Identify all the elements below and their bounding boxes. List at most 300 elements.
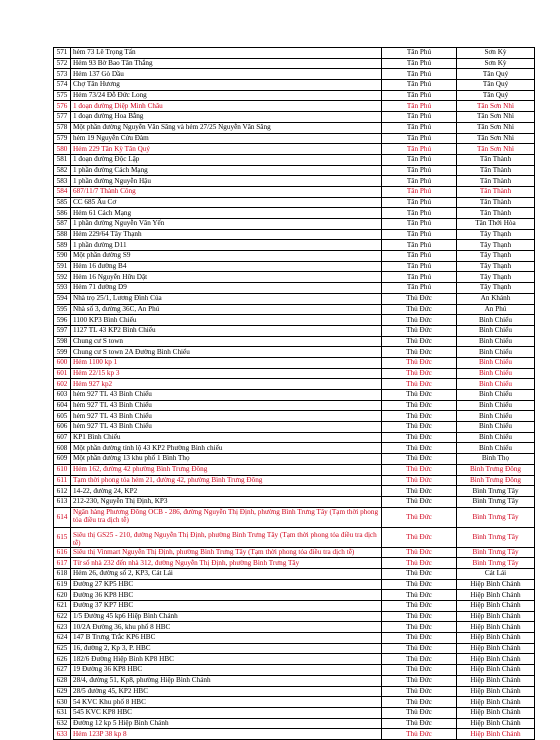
row-number: 617 (54, 558, 71, 569)
ward-cell: Bình Chiểu (457, 336, 535, 347)
district-cell: Thủ Đức (382, 475, 457, 486)
table-row (54, 122, 535, 133)
row-number: 629 (54, 686, 71, 697)
address-cell: Hẻm 229 Tân Kỳ Tân Quý (71, 144, 382, 155)
ward-cell: Bình Chiểu (457, 347, 535, 358)
ward-cell: Hiệp Bình Chánh (457, 601, 535, 612)
district-cell: Tân Phú (382, 272, 457, 283)
row-number: 586 (54, 208, 71, 219)
ward-cell: Bình Trưng Tây (457, 507, 535, 527)
ward-cell: Tân Thành (457, 154, 535, 165)
table-row (54, 144, 535, 155)
ward-cell: Bình Trưng Tây (457, 527, 535, 547)
ward-cell: Bình Thọ (457, 454, 535, 465)
address-cell: 1 phần đường Nguyễn Văn Yến (71, 219, 382, 230)
table-row (54, 601, 535, 612)
district-cell: Thủ Đức (382, 527, 457, 547)
district-cell: Tân Phú (382, 101, 457, 112)
address-cell: 1/5 Đường 45 kp6 Hiệp Bình Chánh (71, 611, 382, 622)
ward-cell: Bình Chiểu (457, 379, 535, 390)
row-number: 612 (54, 486, 71, 497)
row-number: 601 (54, 368, 71, 379)
table-row (54, 379, 535, 390)
row-number: 615 (54, 527, 71, 547)
ward-cell: Bình Chiểu (457, 411, 535, 422)
district-cell: Thủ Đức (382, 654, 457, 665)
address-cell: hẻm 19 Nguyễn Cửu Đàm (71, 133, 382, 144)
address-cell: 1 phần đường D11 (71, 240, 382, 251)
address-cell: 545 KVC KP8 HBC (71, 707, 382, 718)
row-number: 606 (54, 422, 71, 433)
address-cell: Hẻm 16 đường B4 (71, 261, 382, 272)
ward-cell: Tân Thành (457, 197, 535, 208)
row-number: 605 (54, 411, 71, 422)
table-row (54, 464, 535, 475)
table-row (54, 611, 535, 622)
row-number: 614 (54, 507, 71, 527)
district-cell: Thủ Đức (382, 486, 457, 497)
ward-cell: Bình Trưng Đông (457, 475, 535, 486)
ward-cell: Hiệp Bình Chánh (457, 686, 535, 697)
ward-cell: Bình Chiểu (457, 432, 535, 443)
ward-cell: Bình Chiểu (457, 315, 535, 326)
address-cell: Đường 12 kp 5 Hiệp Bình Chánh (71, 718, 382, 729)
district-cell: Thủ Đức (382, 601, 457, 612)
address-cell: Chung cư S town (71, 336, 382, 347)
district-cell: Thủ Đức (382, 568, 457, 579)
district-cell: Thủ Đức (382, 347, 457, 358)
table-row (54, 643, 535, 654)
ward-cell: Tây Thạnh (457, 261, 535, 272)
table-row (54, 400, 535, 411)
table-row (54, 675, 535, 686)
address-cell: Siêu thị Vinmart Nguyễn Thị Định, phường Bình Trưng Tây (Tạm thời phong tỏa điều tra dịch tễ) (71, 547, 382, 558)
table-row (54, 69, 535, 80)
ward-cell: Hiệp Bình Chánh (457, 665, 535, 676)
district-cell: Tân Phú (382, 186, 457, 197)
row-number: 583 (54, 176, 71, 187)
district-cell: Tân Phú (382, 58, 457, 69)
ward-cell: Bình Chiểu (457, 390, 535, 401)
address-cell: 28/4, đường 51, Kp8, phường Hiệp Bình Chánh (71, 675, 382, 686)
address-cell: Hẻm 162, đường 42 phường Bình Trưng Đông (71, 464, 382, 475)
row-number: 575 (54, 90, 71, 101)
address-cell: 687/11/7 Thành Công (71, 186, 382, 197)
row-number: 580 (54, 144, 71, 155)
ward-cell: Tân Sơn Nhì (457, 122, 535, 133)
ward-cell: Tân Thành (457, 165, 535, 176)
row-number: 581 (54, 154, 71, 165)
locations-table (53, 47, 535, 740)
row-number: 626 (54, 654, 71, 665)
address-cell: 1 phần đường Cách Mạng (71, 165, 382, 176)
table-row (54, 486, 535, 497)
table-row (54, 336, 535, 347)
table-row (54, 432, 535, 443)
row-number: 620 (54, 590, 71, 601)
table-row (54, 197, 535, 208)
row-number: 594 (54, 293, 71, 304)
ward-cell: Sơn Kỳ (457, 48, 535, 59)
table-row (54, 718, 535, 729)
address-cell: Hẻm 1100 kp 1 (71, 357, 382, 368)
address-cell: Hẻm 137 Gò Dầu (71, 69, 382, 80)
ward-cell: Bình Trưng Tây (457, 558, 535, 569)
address-cell: 14-22, đường 24, KP2 (71, 486, 382, 497)
row-number: 573 (54, 69, 71, 80)
row-number: 571 (54, 48, 71, 59)
ward-cell: Bình Chiểu (457, 422, 535, 433)
row-number: 587 (54, 219, 71, 230)
row-number: 596 (54, 315, 71, 326)
row-number: 627 (54, 665, 71, 676)
address-cell: 10/2A Đường 36, khu phố 8 HBC (71, 622, 382, 633)
ward-cell: Bình Chiểu (457, 325, 535, 336)
address-cell: hẻm 73 Lê Trọng Tấn (71, 48, 382, 59)
table-row (54, 261, 535, 272)
row-number: 632 (54, 718, 71, 729)
locations-table-body (54, 48, 535, 740)
row-number: 631 (54, 707, 71, 718)
address-cell: 19 Đường 36 KP8 HBC (71, 665, 382, 676)
district-cell: Tân Phú (382, 208, 457, 219)
ward-cell: Tây Thạnh (457, 240, 535, 251)
row-number: 602 (54, 379, 71, 390)
table-row (54, 325, 535, 336)
ward-cell: Hiệp Bình Chánh (457, 718, 535, 729)
district-cell: Tân Phú (382, 80, 457, 91)
table-row (54, 186, 535, 197)
address-cell: Đường 27 KP5 HBC (71, 579, 382, 590)
address-cell: Đường 37 KP7 HBC (71, 601, 382, 612)
row-number: 598 (54, 336, 71, 347)
row-number: 625 (54, 643, 71, 654)
table-row (54, 283, 535, 294)
table-row (54, 697, 535, 708)
table-row (54, 48, 535, 59)
district-cell: Tân Phú (382, 48, 457, 59)
ward-cell: Tân Sơn Nhì (457, 112, 535, 123)
table-row (54, 154, 535, 165)
district-cell: Tân Phú (382, 197, 457, 208)
district-cell: Thủ Đức (382, 357, 457, 368)
row-number: 577 (54, 112, 71, 123)
address-cell: Nhà số 3, đường 36C, An Phú (71, 304, 382, 315)
ward-cell: Hiệp Bình Chánh (457, 697, 535, 708)
table-row (54, 654, 535, 665)
district-cell: Thủ Đức (382, 590, 457, 601)
address-cell: 1100 KP3 Bình Chiểu (71, 315, 382, 326)
district-cell: Thủ Đức (382, 496, 457, 507)
ward-cell: Bình Trưng Tây (457, 547, 535, 558)
table-row (54, 558, 535, 569)
table-row (54, 368, 535, 379)
table-row (54, 357, 535, 368)
row-number: 585 (54, 197, 71, 208)
address-cell: 182/6 Đường Hiệp Bình KP8 HBC (71, 654, 382, 665)
table-row (54, 240, 535, 251)
table-row (54, 347, 535, 358)
district-cell: Tân Phú (382, 165, 457, 176)
district-cell: Tân Phú (382, 229, 457, 240)
district-cell: Thủ Đức (382, 675, 457, 686)
table-row (54, 80, 535, 91)
row-number: 592 (54, 272, 71, 283)
row-number: 579 (54, 133, 71, 144)
row-number: 619 (54, 579, 71, 590)
address-cell: Hẻm 73/24 Đỗ Đức Long (71, 90, 382, 101)
row-number: 600 (54, 357, 71, 368)
ward-cell: Hiệp Bình Chánh (457, 590, 535, 601)
ward-cell: Hiệp Bình Chánh (457, 729, 535, 740)
address-cell: Hẻm 26, đường số 2, KP3, Cát Lái (71, 568, 382, 579)
table-row (54, 547, 535, 558)
district-cell: Thủ Đức (382, 622, 457, 633)
table-row (54, 251, 535, 262)
ward-cell: Tân Quý (457, 69, 535, 80)
row-number: 597 (54, 325, 71, 336)
address-cell: Một phần đường 13 khu phố 1 Bình Thọ (71, 454, 382, 465)
address-cell: Hẻm 927 kp2 (71, 379, 382, 390)
ward-cell: An Phú (457, 304, 535, 315)
row-number: 595 (54, 304, 71, 315)
table-row (54, 496, 535, 507)
district-cell: Thủ Đức (382, 686, 457, 697)
row-number: 616 (54, 547, 71, 558)
district-cell: Thủ Đức (382, 454, 457, 465)
table-row (54, 315, 535, 326)
row-number: 611 (54, 475, 71, 486)
district-cell: Thủ Đức (382, 665, 457, 676)
row-number: 630 (54, 697, 71, 708)
ward-cell: Bình Chiểu (457, 443, 535, 454)
district-cell: Thủ Đức (382, 315, 457, 326)
row-number: 610 (54, 464, 71, 475)
district-cell: Thủ Đức (382, 707, 457, 718)
address-cell: Siêu thị GS25 - 210, đường Nguyễn Thị Định, phường Bình Trưng Tây (Tạm thời phong tỏa điều tra dịch tễ) (71, 527, 382, 547)
district-cell: Tân Phú (382, 112, 457, 123)
row-number: 584 (54, 186, 71, 197)
district-cell: Tân Phú (382, 154, 457, 165)
district-cell: Tân Phú (382, 90, 457, 101)
address-cell: 1127 TL 43 KP2 Bình Chiểu (71, 325, 382, 336)
address-cell: Đường 36 KP8 HBC (71, 590, 382, 601)
table-row (54, 176, 535, 187)
address-cell: Hẻm 61 Cách Mạng (71, 208, 382, 219)
district-cell: Thủ Đức (382, 325, 457, 336)
table-row (54, 454, 535, 465)
address-cell: Hẻm 229/64 Tây Thạnh (71, 229, 382, 240)
ward-cell: Hiệp Bình Chánh (457, 654, 535, 665)
district-cell: Thủ Đức (382, 390, 457, 401)
table-row (54, 90, 535, 101)
row-number: 576 (54, 101, 71, 112)
table-row (54, 229, 535, 240)
table-row (54, 633, 535, 644)
district-cell: Tân Phú (382, 122, 457, 133)
ward-cell: Tân Thành (457, 186, 535, 197)
address-cell: 54 KVC Khu phố 8 HBC (71, 697, 382, 708)
row-number: 628 (54, 675, 71, 686)
ward-cell: Tân Sơn Nhì (457, 101, 535, 112)
ward-cell: Hiệp Bình Chánh (457, 643, 535, 654)
ward-cell: Tân Sơn Nhì (457, 133, 535, 144)
table-row (54, 112, 535, 123)
address-cell: 1 đoạn đường Diệp Minh Châu (71, 101, 382, 112)
row-number: 607 (54, 432, 71, 443)
table-row (54, 101, 535, 112)
table-row (54, 219, 535, 230)
address-cell: Từ số nhà 232 đến nhà 312, đường Nguyễn Thị Định, phường Bình Trưng Tây (71, 558, 382, 569)
address-cell: 147 B Trưng Trắc KP6 HBC (71, 633, 382, 644)
district-cell: Thủ Đức (382, 697, 457, 708)
table-row (54, 590, 535, 601)
ward-cell: Tây Thạnh (457, 229, 535, 240)
address-cell: hẻm 927 TL 43 Bình Chiểu (71, 390, 382, 401)
ward-cell: Hiệp Bình Chánh (457, 579, 535, 590)
district-cell: Thủ Đức (382, 729, 457, 740)
ward-cell: Tây Thạnh (457, 272, 535, 283)
district-cell: Tân Phú (382, 283, 457, 294)
district-cell: Tân Phú (382, 176, 457, 187)
row-number: 589 (54, 240, 71, 251)
ward-cell: Bình Chiểu (457, 357, 535, 368)
district-cell: Tân Phú (382, 251, 457, 262)
row-number: 609 (54, 454, 71, 465)
table-row (54, 293, 535, 304)
district-cell: Thủ Đức (382, 558, 457, 569)
address-cell: 212-230, Nguyễn Thị Định, KP3 (71, 496, 382, 507)
table-row (54, 443, 535, 454)
district-cell: Tân Phú (382, 69, 457, 80)
district-cell: Thủ Đức (382, 547, 457, 558)
ward-cell: Hiệp Bình Chánh (457, 675, 535, 686)
ward-cell: Bình Chiểu (457, 368, 535, 379)
district-cell: Thủ Đức (382, 507, 457, 527)
address-cell: Chung cư S town 2A Đường Bình Chiểu (71, 347, 382, 358)
table-row (54, 422, 535, 433)
address-cell: 1 phần đường Nguyễn Hậu (71, 176, 382, 187)
address-cell: 1 đoạn đường Hoa Bằng (71, 112, 382, 123)
row-number: 623 (54, 622, 71, 633)
district-cell: Thủ Đức (382, 633, 457, 644)
row-number: 582 (54, 165, 71, 176)
table-row (54, 133, 535, 144)
address-cell: Một phần đường S9 (71, 251, 382, 262)
row-number: 621 (54, 601, 71, 612)
ward-cell: Tân Quý (457, 90, 535, 101)
table-row (54, 58, 535, 69)
ward-cell: Tân Thới Hòa (457, 219, 535, 230)
row-number: 588 (54, 229, 71, 240)
address-cell: Tạm thời phong tỏa hẻm 21, đường 42, phường Bình Trưng Đông (71, 475, 382, 486)
address-cell: Ngân hàng Phương Đông OCB - 286, đường Nguyễn Thị Định, phường Bình Trưng Tây (Tạm thời phong tỏa điều tra dịch tễ) (71, 507, 382, 527)
address-cell: 1 đoạn đường Độc Lập (71, 154, 382, 165)
address-cell: hẻm 927 TL 43 Bình Chiểu (71, 422, 382, 433)
district-cell: Thủ Đức (382, 718, 457, 729)
district-cell: Thủ Đức (382, 464, 457, 475)
district-cell: Thủ Đức (382, 293, 457, 304)
table-row (54, 411, 535, 422)
row-number: 593 (54, 283, 71, 294)
row-number: 618 (54, 568, 71, 579)
address-cell: Hẻm 93 Bờ Bao Tân Thắng (71, 58, 382, 69)
ward-cell: Tân Thành (457, 176, 535, 187)
ward-cell: Hiệp Bình Chánh (457, 633, 535, 644)
district-cell: Thủ Đức (382, 579, 457, 590)
table-row (54, 622, 535, 633)
row-number: 624 (54, 633, 71, 644)
district-cell: Thủ Đức (382, 432, 457, 443)
ward-cell: Tân Sơn Nhì (457, 144, 535, 155)
district-cell: Tân Phú (382, 133, 457, 144)
address-cell: Hẻm 71 đường D9 (71, 283, 382, 294)
ward-cell: Hiệp Bình Chánh (457, 611, 535, 622)
table-row (54, 165, 535, 176)
district-cell: Thủ Đức (382, 304, 457, 315)
table-row (54, 475, 535, 486)
row-number: 599 (54, 347, 71, 358)
row-number: 578 (54, 122, 71, 133)
ward-cell: Hiệp Bình Chánh (457, 707, 535, 718)
row-number: 603 (54, 390, 71, 401)
district-cell: Thủ Đức (382, 379, 457, 390)
row-number: 622 (54, 611, 71, 622)
row-number: 608 (54, 443, 71, 454)
table-row (54, 707, 535, 718)
address-cell: Nhà trọ 25/1, Lương Đình Của (71, 293, 382, 304)
ward-cell: Hiệp Bình Chánh (457, 622, 535, 633)
address-cell: KP1 Bình Chiểu (71, 432, 382, 443)
ward-cell: Bình Trưng Tây (457, 496, 535, 507)
address-cell: Hẻm 22/15 kp 3 (71, 368, 382, 379)
table-row (54, 665, 535, 676)
district-cell: Thủ Đức (382, 422, 457, 433)
address-cell: Hẻm 123P 38 kp 8 (71, 729, 382, 740)
ward-cell: Tân Quý (457, 80, 535, 91)
row-number: 574 (54, 80, 71, 91)
ward-cell: Tây Thạnh (457, 283, 535, 294)
ward-cell: Tây Thạnh (457, 251, 535, 262)
row-number: 591 (54, 261, 71, 272)
district-cell: Tân Phú (382, 144, 457, 155)
row-number: 633 (54, 729, 71, 740)
district-cell: Thủ Đức (382, 368, 457, 379)
address-cell: Một phần đường Nguyễn Văn Săng và hẻm 27/25 Nguyễn Văn Săng (71, 122, 382, 133)
row-number: 613 (54, 496, 71, 507)
ward-cell: Bình Trưng Tây (457, 486, 535, 497)
table-row (54, 507, 535, 527)
ward-cell: Bình Chiểu (457, 400, 535, 411)
district-cell: Thủ Đức (382, 643, 457, 654)
address-cell: Một phần đường tỉnh lộ 43 KP2 Phường Bình chiểu (71, 443, 382, 454)
district-cell: Thủ Đức (382, 611, 457, 622)
district-cell: Thủ Đức (382, 443, 457, 454)
table-row (54, 527, 535, 547)
row-number: 590 (54, 251, 71, 262)
table-row (54, 729, 535, 740)
row-number: 604 (54, 400, 71, 411)
address-cell: 16, đường 2, Kp 3, P. HBC (71, 643, 382, 654)
district-cell: Thủ Đức (382, 411, 457, 422)
address-cell: Hẻm 16 Nguyễn Hữu Dật (71, 272, 382, 283)
table-row (54, 304, 535, 315)
ward-cell: Sơn Kỳ (457, 58, 535, 69)
address-cell: hẻm 927 TL 43 Bình Chiểu (71, 411, 382, 422)
district-cell: Tân Phú (382, 240, 457, 251)
table-row (54, 390, 535, 401)
table-row (54, 568, 535, 579)
